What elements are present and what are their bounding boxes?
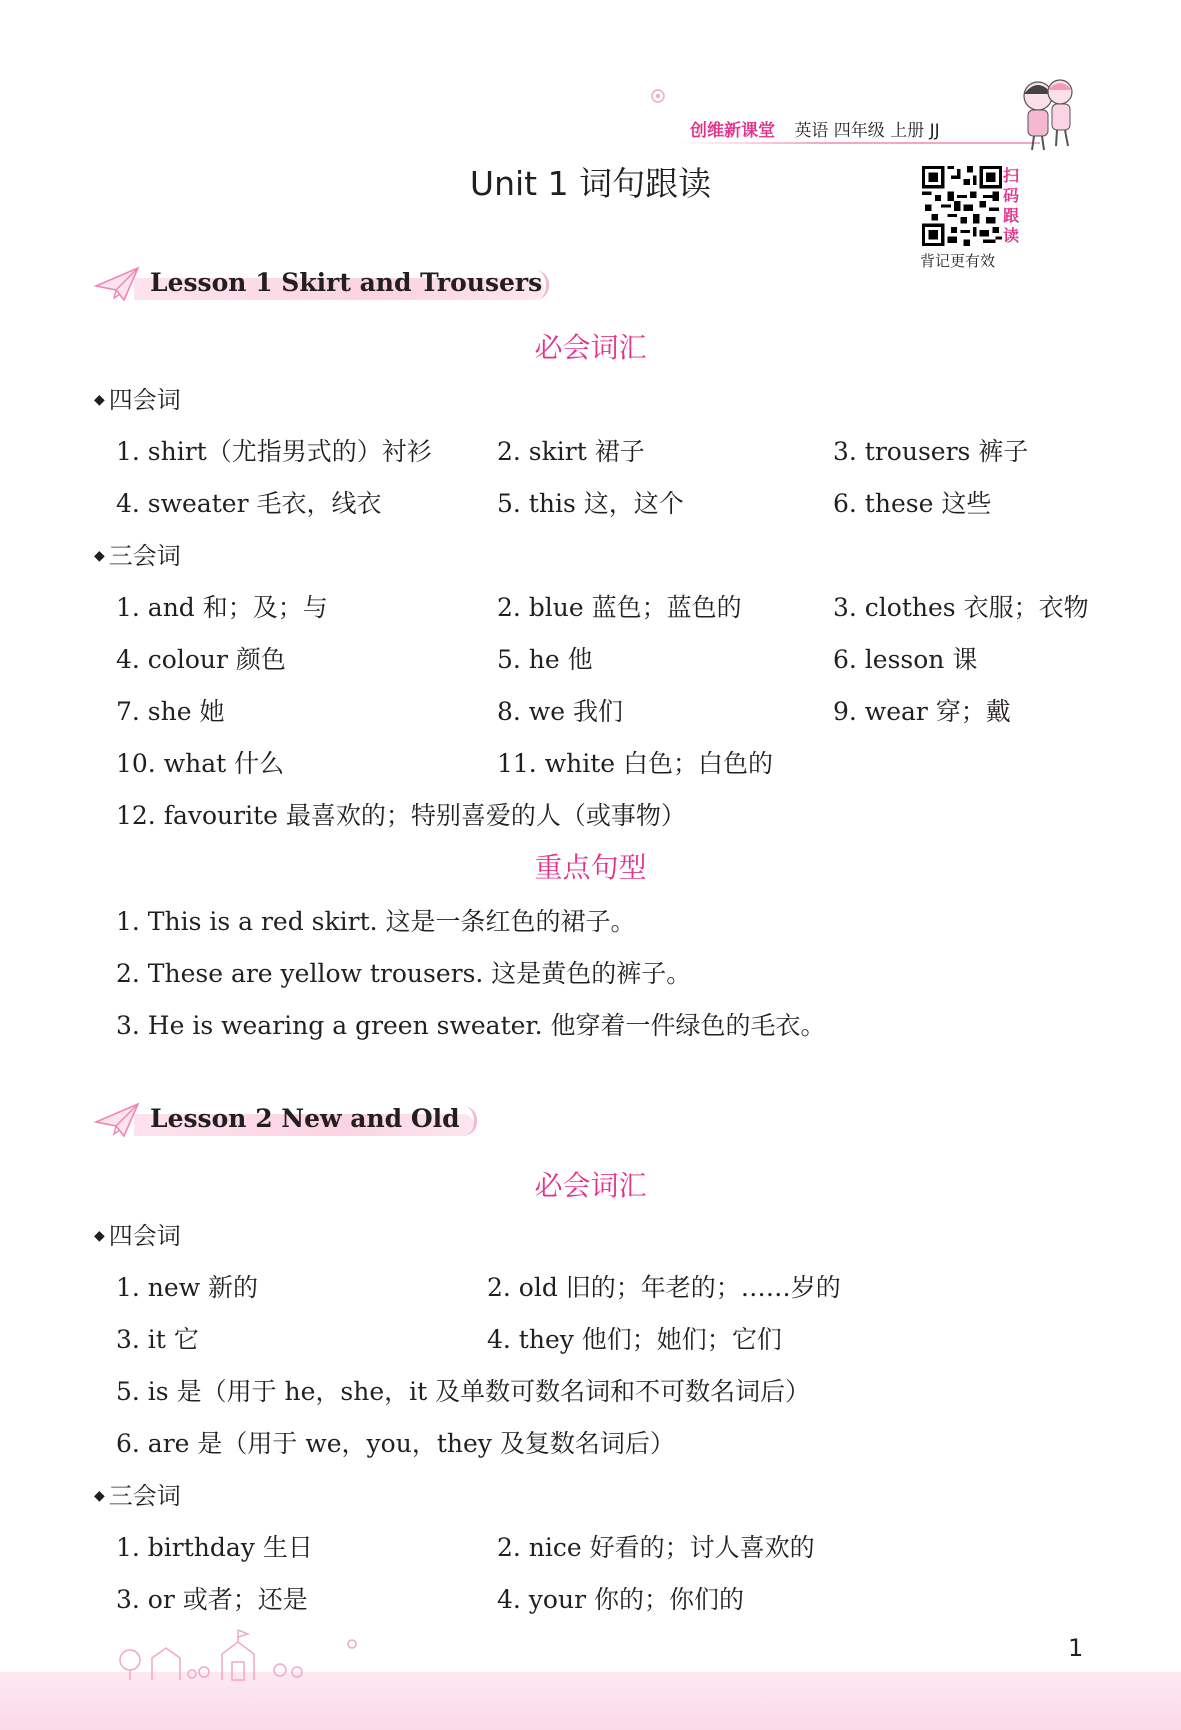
lesson1-three-skill-heading bbox=[94, 536, 181, 571]
vocab-item: 4. sweater 毛衣，线衣 bbox=[116, 489, 382, 518]
lesson1-title: Lesson 1 Skirt and Trousers bbox=[150, 268, 543, 297]
lesson1-banner bbox=[94, 264, 564, 308]
vocab-item: 12. favourite 最喜欢的；特别喜爱的人（或事物） bbox=[116, 801, 686, 830]
paper-plane-icon bbox=[94, 264, 140, 304]
vocab-item: 6. lesson 课 bbox=[833, 645, 978, 674]
vocab-item: 5. this 这，这个 bbox=[497, 489, 684, 518]
vocab-item: 9. wear 穿；戴 bbox=[833, 697, 1011, 726]
heading-text: 三会词 bbox=[108, 1482, 181, 1510]
scan-label-char: 读 bbox=[1003, 226, 1020, 245]
vocab-item: 6. are 是（用于 we，you，they 及复数名词后） bbox=[116, 1429, 675, 1458]
scan-to-read-label bbox=[1003, 166, 1023, 246]
vocab-item: 7. she 她 bbox=[116, 697, 225, 726]
heading-text: 四会词 bbox=[108, 386, 181, 414]
vocab-item: 2. blue 蓝色；蓝色的 bbox=[497, 593, 742, 622]
diamond-bullet-icon: ◆ bbox=[94, 548, 105, 564]
vocab-item: 2. old 旧的；年老的；……岁的 bbox=[487, 1273, 841, 1302]
key-sentence: 1. This is a red skirt. 这是一条红色的裙子。 bbox=[116, 907, 636, 936]
vocab-item: 3. trousers 裤子 bbox=[833, 437, 1029, 466]
lesson1-vocab-title: 必会词汇 bbox=[534, 331, 647, 364]
heading-text: 四会词 bbox=[108, 1222, 181, 1250]
house-illustration-icon bbox=[112, 1624, 372, 1682]
vocab-item: 3. clothes 衣服；衣物 bbox=[833, 593, 1089, 622]
lesson1-four-skill-heading bbox=[94, 380, 181, 415]
lesson2-banner bbox=[94, 1100, 494, 1144]
unit-title: Unit 1 词句跟读 bbox=[469, 164, 712, 203]
lesson1-sentence-title: 重点句型 bbox=[534, 851, 647, 884]
vocab-item: 2. skirt 裙子 bbox=[497, 437, 645, 466]
vocab-item: 10. what 什么 bbox=[116, 749, 285, 778]
vocab-item: 8. we 我们 bbox=[497, 697, 623, 726]
paper-plane-icon bbox=[94, 1100, 140, 1140]
vocab-item: 1. birthday 生日 bbox=[116, 1533, 313, 1562]
vocab-item: 4. your 你的；你们的 bbox=[497, 1585, 744, 1614]
flower-icon bbox=[648, 86, 668, 106]
scan-label-char: 跟 bbox=[1003, 206, 1020, 225]
banner-ribbon-end bbox=[462, 1106, 477, 1136]
scan-label-char: 扫 bbox=[1003, 166, 1020, 185]
diamond-bullet-icon: ◆ bbox=[94, 1228, 105, 1244]
vocab-item: 11. white 白色；白色的 bbox=[497, 749, 773, 778]
vocab-item: 3. it 它 bbox=[116, 1325, 199, 1354]
lesson2-four-skill-heading bbox=[94, 1216, 181, 1251]
brand-name: 创维新课堂 bbox=[690, 121, 775, 141]
vocab-item: 4. they 他们；她们；它们 bbox=[487, 1325, 782, 1354]
diamond-bullet-icon: ◆ bbox=[94, 392, 105, 408]
vocab-item: 6. these 这些 bbox=[833, 489, 992, 518]
qr-caption: 背记更有效 bbox=[920, 252, 996, 270]
vocab-item: 1. and 和；及；与 bbox=[116, 593, 328, 622]
diamond-bullet-icon: ◆ bbox=[94, 1488, 105, 1504]
page-number: 1 bbox=[1068, 1634, 1084, 1662]
vocab-item: 5. he 他 bbox=[497, 645, 593, 674]
vocab-item: 4. colour 颜色 bbox=[116, 645, 286, 674]
vocab-item: 1. new 新的 bbox=[116, 1273, 259, 1302]
vocab-item: 2. nice 好看的；讨人喜欢的 bbox=[497, 1533, 815, 1562]
lesson2-three-skill-heading bbox=[94, 1476, 181, 1511]
heading-text: 三会词 bbox=[108, 542, 181, 570]
lesson2-title: Lesson 2 New and Old bbox=[150, 1104, 460, 1133]
key-sentence: 3. He is wearing a green sweater. 他穿着一件绿色的毛衣。 bbox=[116, 1011, 826, 1040]
cartoon-kids-icon bbox=[1010, 72, 1085, 152]
vocab-item: 5. is 是（用于 he，she，it 及单数可数名词和不可数名词后） bbox=[116, 1377, 811, 1406]
header-divider bbox=[680, 142, 1040, 144]
vocab-item: 3. or 或者；还是 bbox=[116, 1585, 308, 1614]
book-subject: 英语 四年级 上册 JJ bbox=[794, 121, 940, 141]
vocab-item: 1. shirt（尤指男式的）衬衫 bbox=[116, 437, 432, 466]
qr-code-icon[interactable] bbox=[922, 166, 1002, 246]
lesson2-vocab-title: 必会词汇 bbox=[534, 1169, 647, 1202]
key-sentence: 2. These are yellow trousers. 这是黄色的裤子。 bbox=[116, 959, 692, 988]
scan-label-char: 码 bbox=[1003, 186, 1020, 205]
